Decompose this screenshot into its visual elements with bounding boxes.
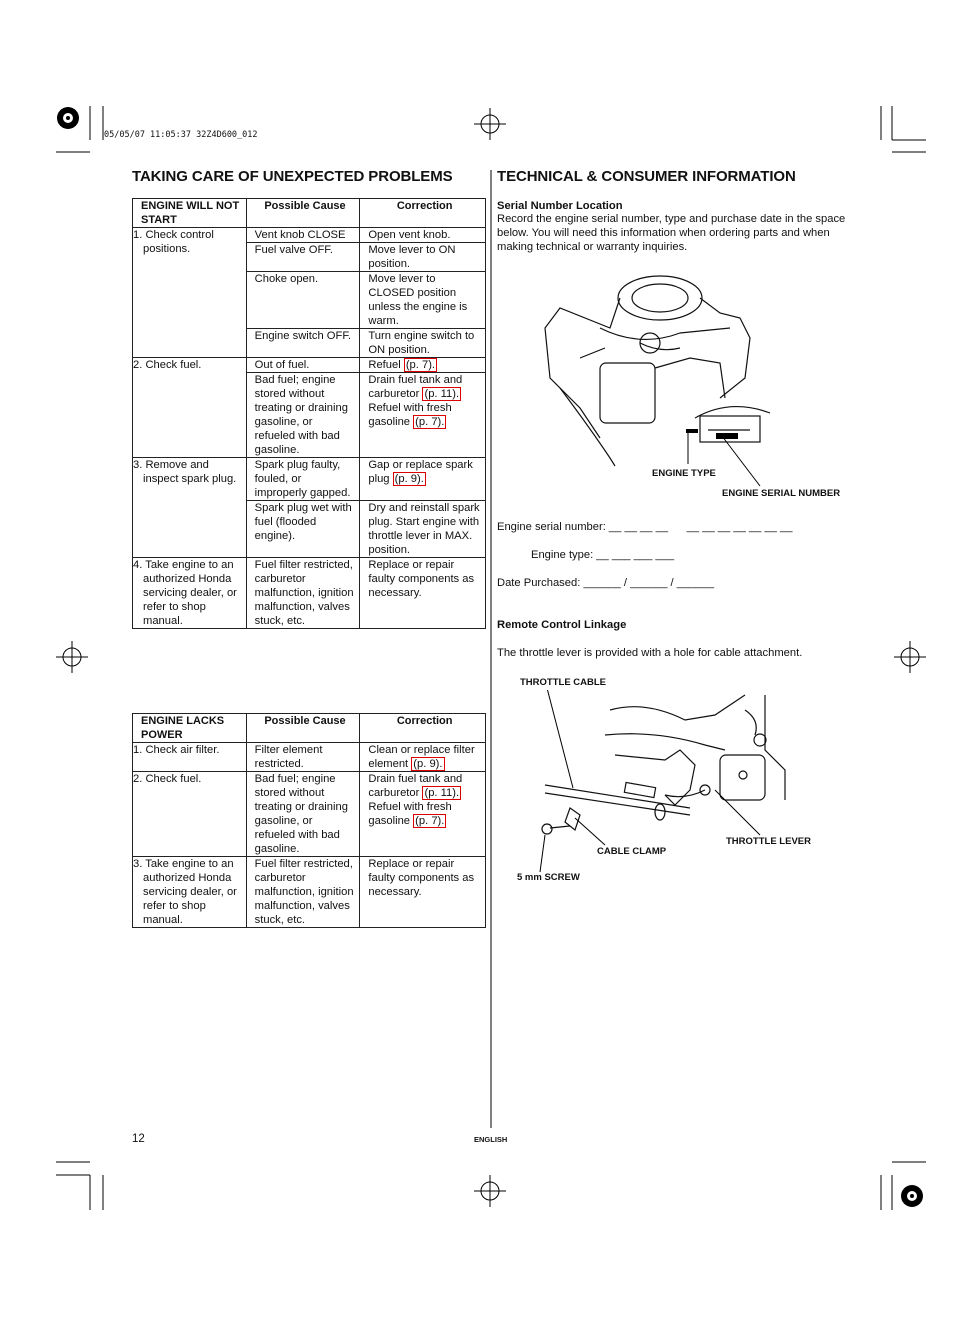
column-header: Correction	[360, 714, 486, 743]
table-row	[133, 228, 486, 243]
cable-clamp-label: CABLE CLAMP	[597, 846, 667, 857]
table-row	[133, 458, 486, 501]
language-label: ENGLISH	[474, 1135, 508, 1144]
throttle-lever-label: THROTTLE LEVER	[726, 836, 811, 847]
screw-label: 5 mm SCREW	[517, 872, 580, 883]
correction-text: Drain fuel tank and carburetor	[368, 773, 463, 799]
engine-will-not-start-table	[132, 198, 486, 629]
engine-serial-field[interactable]: Engine serial number: __ __ __ __ __ __ __ __ __ __ __	[497, 521, 793, 533]
cause-text: Bad fuel; engine stored without treating or draining gasoline, or refueled with bad gasoline.	[254, 773, 348, 855]
step-text: 3. Take engine to an authorized Honda servicing dealer, or refer to shop manual.	[133, 858, 237, 926]
print-stamp: 05/05/07 11:05:37 32Z4D600_012	[104, 130, 258, 140]
column-header: ENGINE WILL NOT START	[133, 199, 247, 228]
page-reference-link[interactable]: (p. 9).	[413, 758, 443, 770]
table-header	[133, 199, 486, 228]
engine-lacks-power-table	[132, 713, 486, 928]
column-header: Possible Cause	[246, 714, 360, 743]
serial-text: Record the engine serial number, type and purchase date in the space below. You will need this information when ordering parts and when making technical or warranty inquiries.	[497, 213, 846, 253]
correction-text: Replace or repair faulty components as necessary.	[368, 858, 475, 898]
correction-text: Clean or replace filter element	[368, 744, 475, 770]
cause-text: Out of fuel.	[254, 359, 310, 371]
date-purchased-field[interactable]: Date Purchased: ______ / ______ / ______	[497, 577, 715, 589]
page-title-left: TAKING CARE OF UNEXPECTED PROBLEMS	[132, 168, 453, 185]
step-text: 1. Check control positions.	[133, 229, 214, 255]
correction-text: Turn engine switch to ON position.	[368, 330, 475, 356]
correction-text: Refuel with fresh gasoline	[368, 801, 452, 827]
table-header	[133, 714, 486, 743]
step-text: 2. Check fuel.	[133, 359, 202, 371]
table-row	[133, 358, 486, 373]
engine-type-label: ENGINE TYPE	[652, 468, 716, 479]
page-reference-link[interactable]: (p. 7).	[415, 416, 445, 428]
correction-text: Refuel with fresh gasoline	[368, 402, 452, 428]
page-reference-link[interactable]: (p. 11).	[424, 787, 460, 799]
cause-text: Choke open.	[254, 273, 319, 285]
cause-text: Spark plug wet with fuel (flooded engine).	[254, 502, 352, 542]
table-row	[133, 743, 486, 772]
page-reference-link[interactable]: (p. 7).	[415, 815, 445, 827]
correction-text: Dry and reinstall spark plug. Start engine with throttle lever in MAX. position.	[368, 502, 480, 556]
cause-text: Fuel filter restricted, carburetor malfunction, ignition malfunction, valves stuck, etc.	[254, 559, 354, 627]
step-text: 3. Remove and inspect spark plug.	[133, 459, 237, 485]
page-reference-link[interactable]: (p. 7).	[405, 359, 436, 371]
step-text: 4. Take engine to an authorized Honda servicing dealer, or refer to shop manual.	[133, 559, 237, 627]
correction-text: Refuel	[368, 359, 401, 371]
engine-serial-label: ENGINE SERIAL NUMBER	[722, 488, 841, 499]
throttle-cable-label: THROTTLE CABLE	[520, 677, 607, 688]
cause-text: Spark plug faulty, fouled, or improperly gapped.	[254, 459, 351, 499]
remote-heading: Remote Control Linkage	[497, 619, 627, 631]
page-title-right: TECHNICAL & CONSUMER INFORMATION	[497, 168, 796, 185]
step-text: 2. Check fuel.	[133, 773, 202, 785]
table-row	[133, 558, 486, 629]
cause-text: Vent knob CLOSE	[254, 229, 346, 241]
correction-text: Open vent knob.	[368, 229, 451, 241]
cause-text: Fuel filter restricted, carburetor malfunction, ignition malfunction, valves stuck, etc.	[254, 858, 354, 926]
cause-text: Bad fuel; engine stored without treating or draining gasoline, or refueled with bad gasoline.	[254, 374, 348, 456]
cause-text: Engine switch OFF.	[254, 330, 352, 342]
serial-heading: Serial Number Location	[497, 200, 623, 212]
table-row	[133, 772, 486, 857]
page-reference-link[interactable]: (p. 9).	[394, 473, 424, 485]
page-number: 12	[132, 1133, 145, 1145]
cause-text: Filter element restricted.	[254, 744, 323, 770]
label-leader-lines	[640, 420, 800, 492]
column-header: ENGINE LACKS POWER	[133, 714, 247, 743]
cause-text: Fuel valve OFF.	[254, 244, 333, 256]
page-reference-link[interactable]: (p. 11).	[424, 388, 460, 400]
correction-text: Replace or repair faulty components as necessary.	[368, 559, 475, 599]
correction-text: Drain fuel tank and carburetor	[368, 374, 463, 400]
correction-text: Move lever to CLOSED position unless the engine is warm.	[368, 273, 468, 327]
correction-text: Gap or replace spark plug	[368, 459, 473, 485]
column-header: Possible Cause	[246, 199, 360, 228]
remote-text: The throttle lever is provided with a hole for cable attachment.	[497, 647, 803, 659]
column-header: Correction	[360, 199, 486, 228]
table-row	[133, 857, 486, 928]
correction-text: Move lever to ON position.	[368, 244, 456, 270]
engine-type-field[interactable]: Engine type: __ ___ ___ ___	[531, 549, 675, 561]
step-text: 1. Check air filter.	[133, 744, 220, 756]
